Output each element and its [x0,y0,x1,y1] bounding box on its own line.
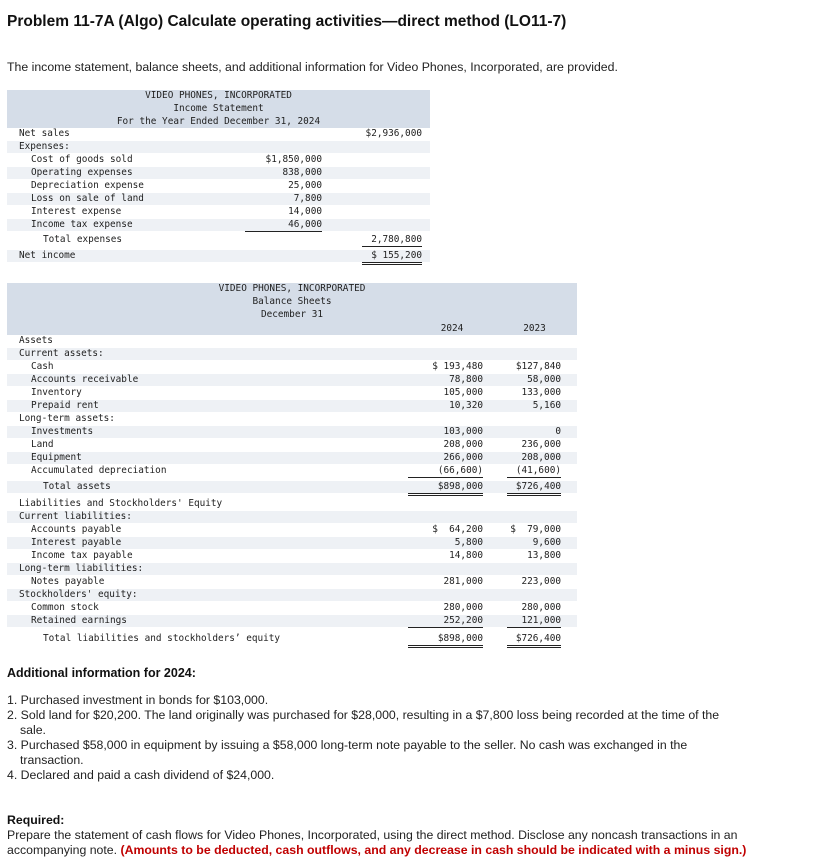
expense-label: Income tax expense [31,219,133,230]
list-item: sale. [20,723,46,737]
bs-value-2023: 121,000 [507,615,561,628]
bs-value-2024: 252,200 [408,615,483,628]
required-heading: Required: [7,813,65,827]
notes-payable-2024: 281,000 [443,576,483,587]
bs-value-2023: 236,000 [521,439,561,450]
list-item: transaction. [20,753,84,767]
additional-list [7,693,807,783]
income-statement-table [7,90,430,266]
required-instruction: (Amounts to be deducted, cash outflows, and any decrease in cash should be indicated with a minus sign.) [120,843,747,857]
bs-value-2023: 208,000 [521,452,561,463]
bs-row-label: Investments [31,426,94,437]
list-item: 3. Purchased $58,000 in equipment by issuing a $58,000 long-term note payable to the seller. No cash was exchanged in the [7,738,688,752]
total-le-label: Total liabilities and stockholders’ equity [43,633,281,644]
net-sales-label: Net sales [19,128,70,139]
bs-name: Balance Sheets [252,296,332,307]
col-2023-header: 2023 [523,323,546,334]
current-liabilities-label: Current liabilities: [19,511,132,522]
net-income-label: Net income [19,250,76,261]
bs-value-2023: 9,600 [532,537,561,548]
total-le-2023: $726,400 [507,633,561,648]
total-expenses-label: Total expenses [43,234,123,245]
expense-value: 7,800 [293,193,322,204]
bs-value-2023: 133,000 [521,387,561,398]
is-company: VIDEO PHONES, INCORPORATED [145,90,292,101]
total-le-2024: $898,000 [408,633,483,648]
bs-value-2024: $ 64,200 [432,524,483,535]
expense-label: Depreciation expense [31,180,144,191]
total-assets-label: Total assets [43,481,111,492]
long-term-assets-label: Long-term assets: [19,413,115,424]
bs-value-2023: $ 79,000 [510,524,561,535]
bs-value-2024: 266,000 [443,452,483,463]
liab-equity-label: Liabilities and Stockholders' Equity [19,498,223,509]
bs-value-2024: 105,000 [443,387,483,398]
net-sales-value: $2,936,000 [365,128,422,139]
page-title: Problem 11-7A (Algo) Calculate operating activities—direct method (LO11-7) [7,13,567,30]
current-assets-label: Current assets: [19,348,104,359]
bs-row-label: Accounts payable [31,524,122,535]
bs-value-2024: (66,600) [408,465,483,478]
expense-value: 838,000 [282,167,322,178]
bs-value-2024: $ 193,480 [432,361,483,372]
bs-value-2024: 78,800 [449,374,483,385]
total-assets-2023: $726,400 [507,481,561,496]
required-line-2-text: accompanying note. [7,843,118,857]
list-item: 2. Sold land for $20,200. The land originally was purchased for $28,000, resulting in a $7,800 loss being recorded at the time of the [7,708,720,722]
net-income-value: $ 155,200 [362,250,422,265]
bs-row-label: Cash [31,361,54,372]
bs-row-label: Accumulated depreciation [31,465,167,476]
list-item: 4. Declared and paid a cash dividend of $24,000. [7,768,275,782]
notes-payable-label: Notes payable [31,576,105,587]
required-line-1: Prepare the statement of cash flows for Video Phones, Incorporated, using the direct method. Disclose any noncash transactions in an [7,828,738,842]
bs-value-2024: 280,000 [443,602,483,613]
bs-value-2023: 58,000 [527,374,561,385]
long-term-liabilities-label: Long-term liabilities: [19,563,144,574]
bs-row-label: Land [31,439,54,450]
total-assets-2024: $898,000 [408,481,483,496]
intro-text: The income statement, balance sheets, and additional information for Video Phones, Incorporated, are provided. [7,60,618,74]
notes-payable-2023: 223,000 [521,576,561,587]
bs-row-label: Prepaid rent [31,400,99,411]
bs-row-label: Accounts receivable [31,374,139,385]
bs-value-2024: 103,000 [443,426,483,437]
expense-label: Cost of goods sold [31,154,133,165]
bs-value-2023: 280,000 [521,602,561,613]
bs-value-2024: 208,000 [443,439,483,450]
bs-row-label: Income tax payable [31,550,133,561]
bs-value-2024: 5,800 [454,537,483,548]
bs-row-label: Interest payable [31,537,122,548]
bs-value-2023: 0 [555,426,561,437]
is-name: Income Statement [173,103,264,114]
bs-date: December 31 [260,309,324,320]
balance-sheet-table [7,283,577,649]
bs-row-label: Common stock [31,602,99,613]
bs-value-2023: 13,800 [527,550,561,561]
bs-value-2024: 14,800 [449,550,483,561]
expense-value: 46,000 [245,219,322,232]
expenses-label: Expenses: [19,141,70,152]
bs-value-2023: 5,160 [532,400,561,411]
expense-label: Loss on sale of land [31,193,144,204]
expense-label: Operating expenses [31,167,133,178]
bs-value-2023: $127,840 [515,361,561,372]
bs-row-label: Equipment [31,452,82,463]
expense-value: 14,000 [288,206,322,217]
is-period: For the Year Ended December 31, 2024 [116,116,321,127]
list-item: 1. Purchased investment in bonds for $103,000. [7,693,269,707]
total-expenses-value: 2,780,800 [362,234,422,247]
bs-value-2024: 10,320 [449,400,483,411]
expense-label: Interest expense [31,206,122,217]
additional-heading: Additional information for 2024: [7,666,196,680]
expense-value: 25,000 [288,180,322,191]
equity-label: Stockholders' equity: [19,589,138,600]
bs-row-label: Inventory [31,387,82,398]
bs-value-2023: (41,600) [507,465,561,478]
required-section [7,813,813,858]
expense-value: $1,850,000 [265,154,322,165]
bs-company: VIDEO PHONES, INCORPORATED [218,283,366,294]
col-2024-header: 2024 [440,323,464,334]
bs-row-label: Retained earnings [31,615,127,626]
required-line-2 [7,843,813,858]
assets-label: Assets [19,335,53,346]
